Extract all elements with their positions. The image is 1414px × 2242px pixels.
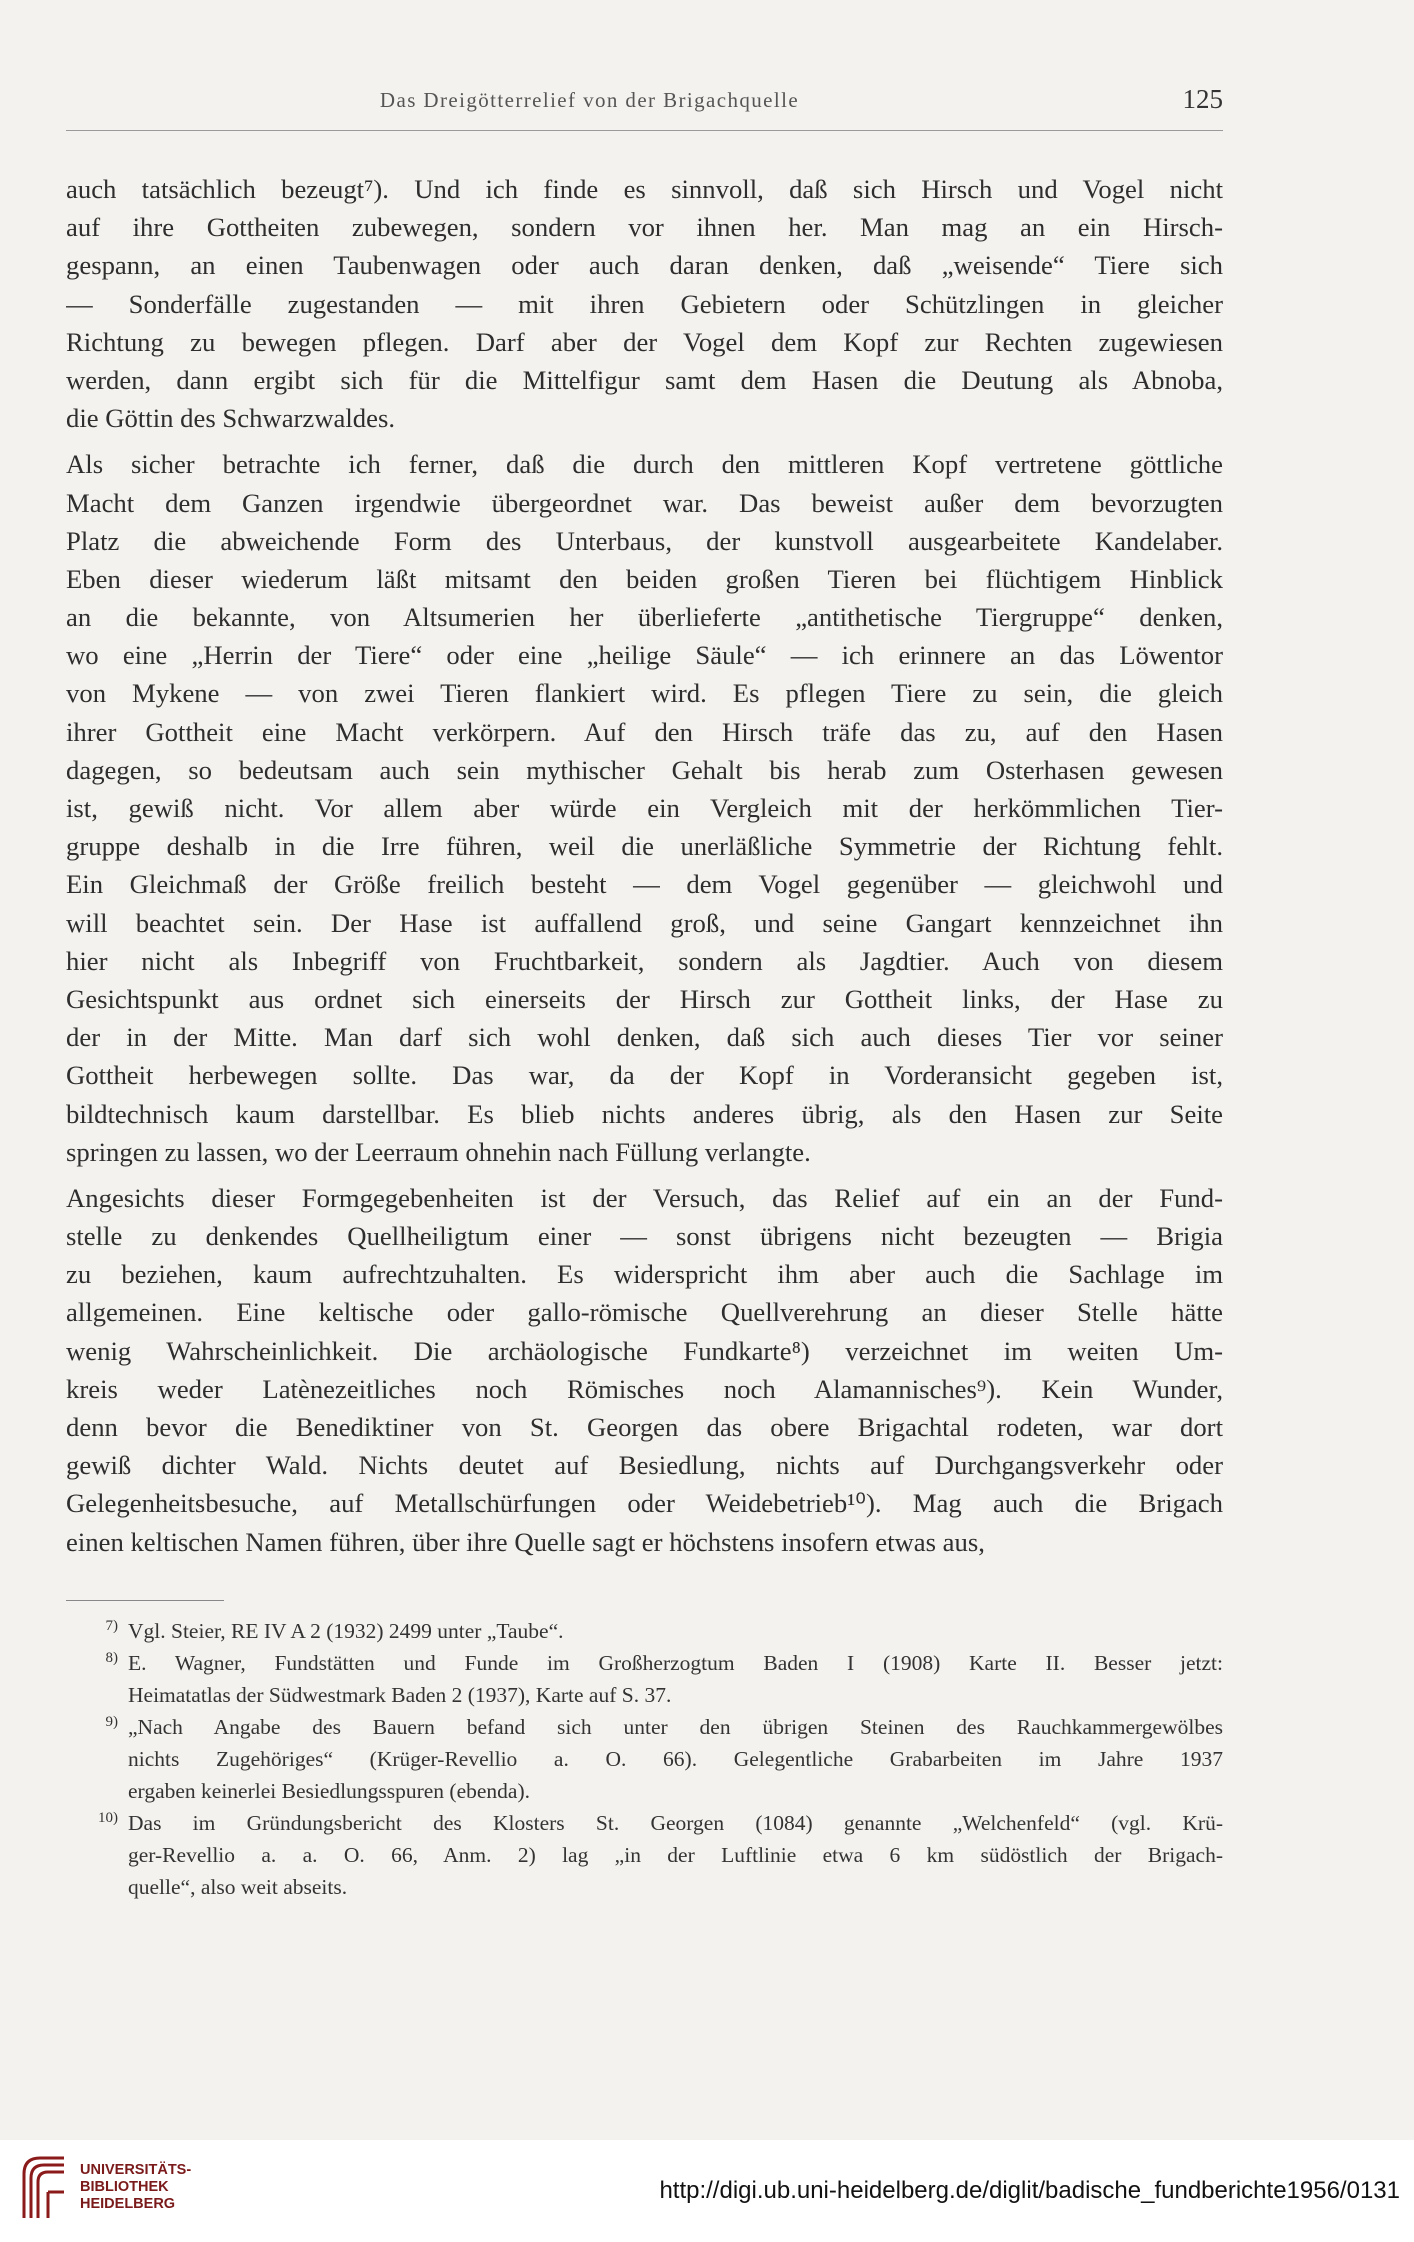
text-line: gewiß dichter Wald. Nichts deutet auf Besiedlung, nichts auf Durchgangsverkehr oder xyxy=(66,1450,1223,1481)
text-line: an die bekannte, von Altsumerien her überlieferte „antithetische Tiergruppe“ denken, xyxy=(66,602,1223,633)
text-line: ist, gewiß nicht. Vor allem aber würde ein Vergleich mit der herkömmlichen Tier- xyxy=(66,793,1223,823)
footnote xyxy=(66,1807,1223,1903)
paragraph xyxy=(66,1179,1223,1561)
footnote-rule xyxy=(66,1600,224,1601)
footnote-mark: 9) xyxy=(105,1714,118,1730)
footnote-text xyxy=(128,1615,1223,1647)
text-line: kreis weder Latènezeitliches noch Römisches noch Alamannisches⁹). Kein Wunder, xyxy=(66,1373,1223,1404)
text-line: allgemeinen. Eine keltische oder gallo-römische Quellverehrung an dieser Stelle hätte xyxy=(66,1297,1223,1328)
running-head: Das Dreigötterrelief von der Brigachquelle xyxy=(379,88,800,112)
footnote xyxy=(66,1647,1223,1711)
text-line: Richtung zu bewegen pflegen. Darf aber der Vogel dem Kopf zur Rechten zugewiesen xyxy=(66,326,1223,357)
text-line: auf ihre Gottheiten zubewegen, sondern vor ihnen her. Man mag an ein Hirsch- xyxy=(66,212,1223,243)
footnote-text xyxy=(128,1807,1223,1903)
footnote-line: Heimatatlas der Südwestmark Baden 2 (1937), Karte auf S. 37. xyxy=(128,1683,672,1707)
text-line: gespann, an einen Taubenwagen oder auch daran denken, daß „weisende“ Tiere sich xyxy=(66,250,1223,281)
source-url-link[interactable]: http://digi.ub.uni-heidelberg.de/diglit/badische_fundberichte1956/0131 xyxy=(659,2177,1400,2204)
text-line: will beachtet sein. Der Hase ist auffallend groß, und seine Gangart kennzeichnet ihn xyxy=(66,907,1223,938)
footnote xyxy=(66,1711,1223,1807)
footnote-line: ergaben keinerlei Besiedlungsspuren (ebenda). xyxy=(128,1779,530,1803)
text-line: Ein Gleichmaß der Größe freilich besteht — dem Vogel gegenüber — gleichwohl und xyxy=(66,869,1223,900)
text-line: hier nicht als Inbegriff von Fruchtbarkeit, sondern als Jagdtier. Auch von diesem xyxy=(66,945,1223,976)
footnote-mark: 7) xyxy=(105,1618,118,1634)
text-line: Als sicher betrachte ich ferner, daß die durch den mittleren Kopf vertretene göttliche xyxy=(66,449,1223,480)
footnote-line: ger-Revellio a. a. O. 66, Anm. 2) lag „in der Luftlinie etwa 6 km südöstlich der Brigach- xyxy=(128,1843,1223,1867)
header-rule xyxy=(66,130,1223,131)
text-line: Angesichts dieser Formgegebenheiten ist der Versuch, das Relief auf ein an der Fund- xyxy=(66,1182,1223,1213)
footnotes xyxy=(66,1615,1223,1903)
body-text xyxy=(66,170,1223,1569)
text-line: wenig Wahrscheinlichkeit. Die archäologische Fundkarte⁸) verzeichnet im weiten Um- xyxy=(66,1335,1223,1366)
text-line: Macht dem Ganzen irgendwie übergeordnet war. Das beweist außer dem bevorzugten xyxy=(66,487,1223,518)
text-line: denn bevor die Benediktiner von St. Georgen das obere Brigachtal rodeten, war dort xyxy=(66,1412,1223,1442)
footnote-line: E. Wagner, Fundstätten und Funde im Großherzogtum Baden I (1908) Karte II. Besser jetzt: xyxy=(128,1651,1223,1675)
text-line: Gelegenheitsbesuche, auf Metallschürfungen oder Weidebetrieb¹⁰). Mag auch die Brigach xyxy=(66,1488,1223,1519)
text-line: — Sonderfälle zugestanden — mit ihren Gebietern oder Schützlingen in gleicher xyxy=(66,288,1223,319)
text-line: Platz die abweichende Form des Unterbaus, der kunstvoll ausgearbeitete Kandelaber. xyxy=(66,525,1223,556)
text-line: auch tatsächlich bezeugt⁷). Und ich finde es sinnvoll, daß sich Hirsch und Vogel nicht xyxy=(66,174,1223,204)
text-line: Gesichtspunkt aus ordnet sich einerseits der Hirsch zur Gottheit links, der Hase zu xyxy=(66,983,1223,1014)
text-line: stelle zu denkendes Quellheiligtum einer — sonst übrigens nicht bezeugten — Brigia xyxy=(66,1221,1223,1252)
text-line: der in der Mitte. Man darf sich wohl denken, daß sich auch dieses Tier vor seiner xyxy=(66,1022,1223,1053)
footnote-text xyxy=(128,1647,1223,1711)
text-line: von Mykene — von zwei Tieren flankiert wird. Es pflegen Tiere zu sein, die gleich xyxy=(66,678,1223,709)
text-line: zu beziehen, kaum aufrechtzuhalten. Es widerspricht ihm aber auch die Sachlage im xyxy=(66,1259,1223,1290)
paragraph xyxy=(66,170,1223,437)
footnote xyxy=(66,1615,1223,1647)
footnote-line: „Nach Angabe des Bauern befand sich unter den übrigen Steinen des Rauchkammergewölbes xyxy=(128,1715,1223,1739)
text-line: die Göttin des Schwarzwaldes. xyxy=(66,403,396,434)
library-name-line2: BIBLIOTHEK xyxy=(80,2179,169,2195)
footnote-line: Das im Gründungsbericht des Klosters St. Georgen (1084) genannte „Welchenfeld“ (vgl. Krü- xyxy=(128,1811,1223,1835)
text-line: werden, dann ergibt sich für die Mittelfigur samt dem Hasen die Deutung als Abnoba, xyxy=(66,364,1223,395)
library-name-line3: HEIDELBERG xyxy=(80,2196,176,2212)
footnote-line: Vgl. Steier, RE IV A 2 (1932) 2499 unter „Taube“. xyxy=(128,1619,564,1643)
library-name-line1: UNIVERSITÄTS- xyxy=(80,2162,192,2178)
text-line: gruppe deshalb in die Irre führen, weil die unerläßliche Symmetrie der Richtung fehlt. xyxy=(66,831,1223,862)
page-header xyxy=(66,84,1223,128)
library-logo-icon xyxy=(18,2152,70,2222)
text-line: springen zu lassen, wo der Leerraum ohnehin nach Füllung verlangte. xyxy=(66,1136,811,1167)
footnote-text xyxy=(128,1711,1223,1807)
footnote-mark: 8) xyxy=(105,1650,118,1666)
text-line: wo eine „Herrin der Tiere“ oder eine „heilige Säule“ — ich erinnere an das Löwentor xyxy=(66,640,1223,671)
footnote-line: nichts Zugehöriges“ (Krüger-Revellio a. O. 66). Gelegentliche Grabarbeiten im Jahre 1937 xyxy=(128,1747,1223,1771)
page-number: 125 xyxy=(1182,84,1223,114)
paragraph xyxy=(66,445,1223,1171)
text-line: Eben dieser wiederum läßt mitsamt den beiden großen Tieren bei flüchtigem Hinblick xyxy=(66,563,1223,594)
text-line: ihrer Gottheit eine Macht verkörpern. Auf den Hirsch träfe das zu, auf den Hasen xyxy=(66,716,1223,747)
footnote-mark: 10) xyxy=(98,1810,118,1826)
library-name xyxy=(80,2162,191,2213)
text-line: dagegen, so bedeutsam auch sein mythischer Gehalt bis herab zum Osterhasen gewesen xyxy=(66,754,1223,785)
text-line: Gottheit herbewegen sollte. Das war, da der Kopf in Vorderansicht gegeben ist, xyxy=(66,1060,1223,1091)
footnote-line: quelle“, also weit abseits. xyxy=(128,1875,348,1899)
text-line: einen keltischen Namen führen, über ihre Quelle sagt er höchstens insofern etwas aus, xyxy=(66,1526,985,1557)
text-line: bildtechnisch kaum darstellbar. Es blieb nichts anderes übrig, als den Hasen zur Seite xyxy=(66,1098,1223,1129)
